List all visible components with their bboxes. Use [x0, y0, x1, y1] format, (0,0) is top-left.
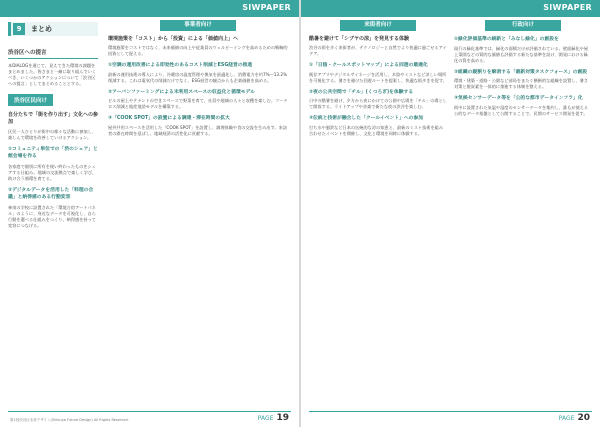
government-item-2-title: ②組織の縦割りを解消する「最新対策タスクフォース」の創設 [454, 69, 588, 75]
section-number: 9 [13, 23, 25, 35]
summary-intro: 本DIALOGを通じて、見えてきた環境の課題をまとめました。皆さまと一緒に取り組んでいくべき、いくつかのアクションについて「渋谷区への提言」としてまとめることとする。 [8, 63, 96, 86]
citizens-item-2-title: ②デジタルデータを活用した「料理の合議」と納得感のある行動変容 [8, 188, 94, 200]
page-number-right [559, 413, 590, 423]
summary-column [8, 22, 98, 409]
section-header [8, 22, 98, 36]
business-tag: 事業者向け [160, 20, 236, 31]
visitors-item-2-body: 日中の酷暑を避け、夕方から夜にかけての公園や広場を「チル」の場として開放する。ライトアップや音楽で新たな夜の渋谷を楽しむ。 [309, 98, 447, 109]
proposal-heading: 渋谷区への提言 [8, 48, 98, 59]
brand-logo: SIWPAPER [242, 3, 291, 12]
business-intro: 環境施策をコストではなく、未来価値の向上や従業員のウェルビーイングを高めるための戦略的投資として捉える。 [108, 45, 288, 56]
visitors-tag: 来街者向け [340, 20, 416, 31]
government-column [454, 20, 592, 409]
visitors-title: 酷暑を避けて「シブヤの涼」を発見する体験 [309, 36, 410, 42]
citizens-tag: 渋谷区民向け [8, 94, 53, 106]
visitors-column [309, 20, 447, 409]
right-footer [301, 411, 600, 423]
visitors-intro: 渋谷の街を歩く来街者が、テクノロジーと自然でより快適に過ごせるアイデア。 [309, 45, 447, 56]
business-item-2-body: ビルの屋上やテナントの空きスペースで野菜を育て、社員や地域の人々と収穫を楽しむ。フードロス削減と地産地消モデルを構築する。 [108, 98, 288, 109]
business-item-3-body: 屋外共用スペースを活用した「COOK SPOT」を設置し、調理体験や食の交流を生み出す。来訪者の滞在時間を延ばし、地域経済の活性化に貢献する。 [108, 124, 288, 136]
citizens-body: 区民一人ひとりが街中の様々な活動に参加し、楽しんで環境を改善していけるアクション。 [8, 129, 96, 140]
visitors-item-1-title: ①「日陰・クールスポットマップ」による回遊の最適化 [309, 63, 428, 68]
business-title: 環境施策を「コスト」から「投資」による「価値向上」へ [108, 36, 239, 42]
footer-rule [8, 411, 291, 412]
visitors-item-1-body: 既存アプリやデジタルサイネージを活用し、木陰やミストなど涼しい場所を可視化する。暑さを避けた回遊ルートを提案し、快適な街歩きを促す。 [309, 71, 447, 83]
business-column [108, 20, 288, 409]
left-footer [0, 411, 299, 423]
page-number: 20 [577, 413, 590, 423]
government-tag: 行政向け [485, 20, 561, 31]
visitors-item-3-title: ③伝統と技術が融合した「クールイベント」への参加 [309, 116, 424, 121]
government-item-3-title: ③気候センサーデータ等を「公的な都市データインフラ」化 [454, 96, 583, 101]
citizens-item-1-body: 各家庭で個別に所有を使い終わったものをシェアする仕組み。地域の交流拠点で楽しく学び、助け合う循環を育てる。 [8, 164, 97, 181]
business-item-2-title: ②アーバンファーミングによる未利用スペースの収益化と循環モデル [108, 89, 255, 95]
citizens-item-2-body: 神南の学校に設置された「環境合宿アートパネル」のように、身近なデータを可視化し、自ら行動を選べる仕組みをつくり、納得感を持って変容につなげる。 [8, 205, 96, 228]
citizens-subtitle: 自分たちで「街を作り出す」文化への参加 [8, 112, 98, 125]
top-bar [301, 0, 600, 17]
government-item-1-body: 現行の緑化基準では、緑化の面積だけが評価されている。壁面緑化や屋上菜園などの質的な価値も評価する新たな基準を設け、開発における緑化の質を高める。 [454, 45, 589, 63]
business-item-1-body: 最新の運用技術の導入により、冷暖房の温度管理や換気を最適化し、消費電力を約7%〜13.2%削減する。これは電気代の削減だけでなく、ESG経営の観点からも企業価値を高める。 [108, 71, 288, 83]
page-number-left [258, 413, 289, 423]
government-item-1-title: ①緑化評価基準の刷新と「みなし緑化」の創設を [454, 37, 559, 42]
page-number: 19 [276, 413, 289, 423]
top-bar [0, 0, 299, 17]
section-title: まとめ [31, 25, 52, 33]
brand-logo: SIWPAPER [543, 3, 592, 12]
visitors-item-2-title: ②夜の公共空間で「チル」(くつろぎ)を体験する [309, 89, 414, 95]
footer-rule [309, 411, 592, 412]
page-label: PAGE [558, 415, 575, 422]
business-item-1-title: ①空調の運用改善による即効性のあるコスト削減とESG経営の推進 [108, 63, 253, 68]
page-label: PAGE [257, 415, 274, 422]
citizens-item-1-title: ①コミュニティ単位での「渋のシェア」と館会場を作る [8, 147, 98, 159]
government-item-3-body: 街中に設置された気温や湿度のセンサーデータを集約し、誰もが使える公的なデータ基盤として公開することで、民間のサービス開発を促す。 [454, 104, 589, 116]
left-page [0, 0, 299, 427]
government-item-2-body: 環境・建築・道路・公園など部局をまたぐ横断的な組織を設置し、暑さ対策と脱炭素を一体的に推進する体制を整える。 [454, 78, 589, 89]
business-item-3-title: ③「COOK SPOT」の設置による調達・滞在時間の拡大 [108, 116, 230, 121]
right-page [301, 0, 600, 427]
visitors-item-3-body: 打ち水や風鈴など日本の伝統的な涼の知恵と、最新のミスト技術を組み合わせたイベントを開催し、文化と環境を同時に体験する。 [309, 124, 444, 136]
copyright-note: 第1回渋谷区未来デザイン(Shibuya Future Design) All Rights Reserved. [10, 418, 129, 422]
